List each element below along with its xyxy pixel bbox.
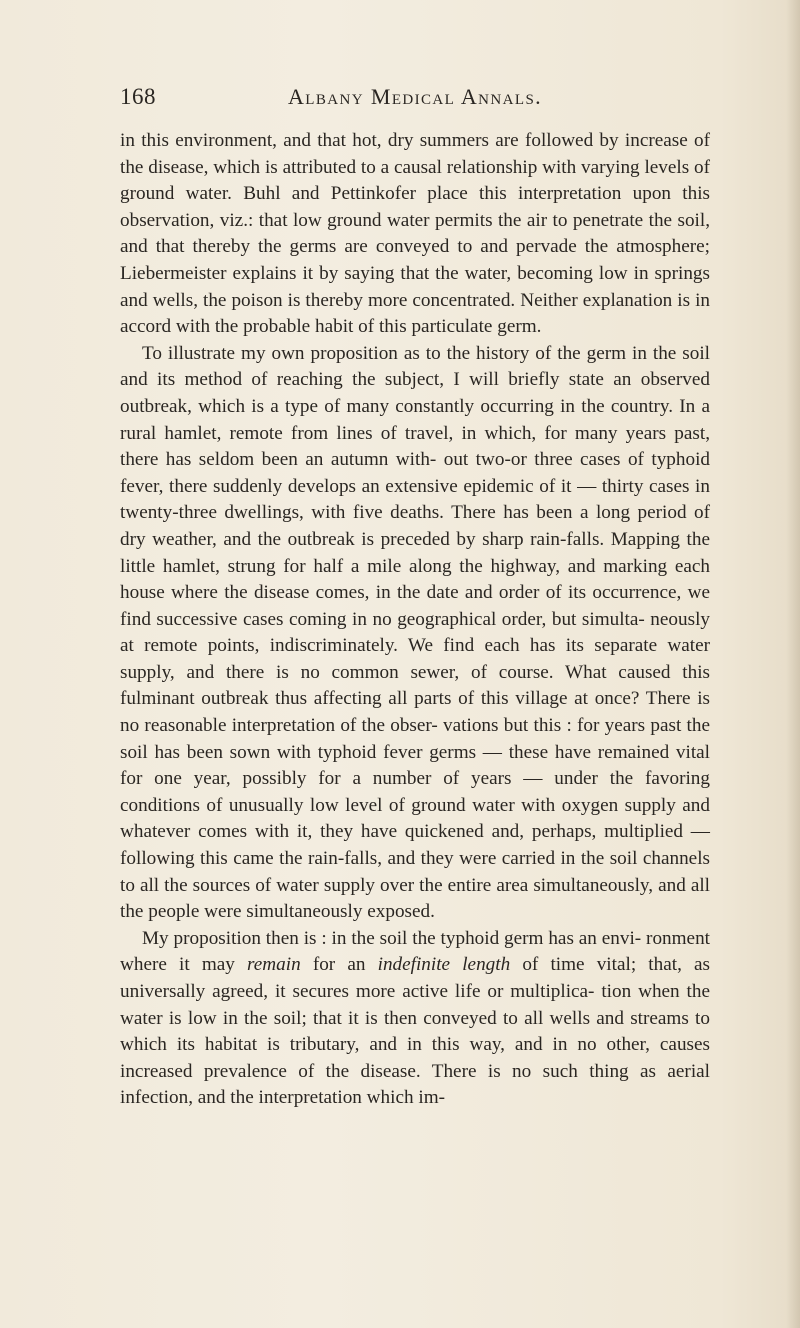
page-number: 168 [120,84,156,109]
paragraph-3-part-3: of time vital; that, as universally agreed, it secures more active life or multiplica- tion when the water is low in the soil; that it is then conveyed to all wells and streams to which its habitat is tributary, and in this way, and in no other, causes increased prevalence of the disease. There is no such thing as aerial infection, and the interpretation which im- [120,954,710,1109]
emphasis-remain: remain [247,954,301,976]
page-edge-shadow [786,0,800,1328]
paragraph-1: in this environment, and that hot, dry summers are followed by increase of the disease, which is attributed to a causal relationship with varying levels of ground water. Buhl and Pettinkofer place this interpretation upon this observation, viz.: that low ground water permits the air to penetrate the soil, and that thereby the germs are conveyed to and pervade the atmosphere; Liebermeister explains it by saying that the water, becoming low in springs and wells, the poison is thereby more concentrated. Neither explanation is in accord with the probable habit of this particulate germ. [120,130,710,338]
running-title: Albany Medical Annals. [288,84,543,109]
paragraph-3-part-2: for an [300,954,378,976]
paragraph-2: To illustrate my own proposition as to the history of the germ in the soil and its method of reaching the subject, I will briefly state an observed outbreak, which is a type of many constantly occurring in the country. In a rural hamlet, remote from lines of travel, in which, for many years past, there has seldom been an autumn with- out two-or three cases of typhoid fever, there suddenly develops an extensive epidemic of it — thirty cases in twenty-three dwellings, with five deaths. There has been a long period of dry weather, and the outbreak is preceded by sharp rain-falls. Mapping the little hamlet, strung for half a mile along the highway, and marking each house where the disease comes, in the date and order of its occurrence, we find successive cases coming in no geographical order, but simulta- neously at remote points, indiscriminately. We find each has its separate water supply, and there is no common sewer, of course. What caused this fulminant outbreak thus affecting all parts of this village at once? There is no reasonable interpretation of the obser- vations but this : for years past the soil has been sown with typhoid fever germs — these have remained vital for one year, possibly for a number of years — under the favoring conditions of unusually low level of ground water with oxygen supply and whatever comes with it, they have quickened and, perhaps, multiplied — following this came the rain-falls, and they were carried in the soil channels to all the sources of water supply over the entire area simultaneously, and all the people were simultaneously exposed. [120,342,710,923]
paragraph-3-part-1: My proposition then is : in the soil the typhoid germ has an envi- ronment where it may [120,927,710,976]
paragraph-3 [120,926,710,1112]
page-header [120,84,710,114]
emphasis-indefinite-length: indefinite length [377,954,511,976]
body-text [120,128,710,1112]
